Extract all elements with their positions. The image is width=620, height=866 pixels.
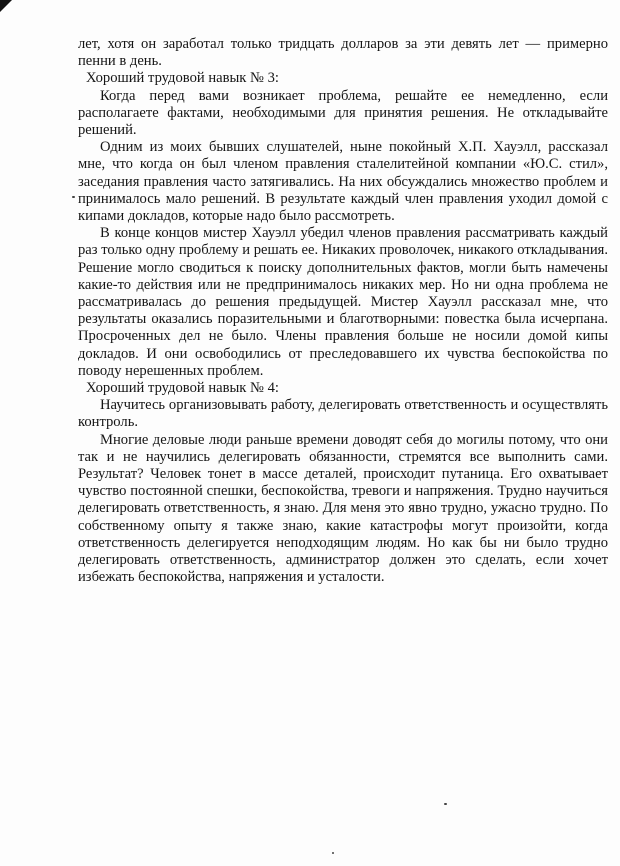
scan-speck (72, 196, 75, 198)
heading-habit-4: Хороший трудовой навык № 4: (86, 380, 279, 397)
heading-habit-3: Хороший трудовой навык № 3: (86, 70, 279, 87)
scan-corner-mark (0, 0, 12, 12)
paragraph-howell-result: В конце концов мистер Хауэлл убедил членов правления рассматривать каждый раз только одну проблему и решать ее. Никаких проволочек, никакого откладывания. Решение могло сводиться к поиску дополнительных фактов, могли быть намечены какие-то действия или не предпринималось никаких мер. Но ни одна проблема не рассматривалась до решения предыдущей. Мистер Хауэлл рассказал мне, что результаты оказались поразительными и благотворными: повестка была исчерпана. Просроченных дел не было. Члены правления больше не носили домой кипы докладов. И они освободились от преследовавшего их чувства беспокойства по поводу нерешенных проблем. (78, 225, 608, 379)
paragraph-howell-story: Одним из моих бывших слушателей, ныне покойный Х.П. Хауэлл, рассказал мне, что когда он был членом правления сталелитейной компании «Ю.С. стил», заседания правления часто затягивались. На них обсуждались множество проблем и принималось мало решений. В результате каждый член правления уходил домой с кипами докладов, которые надо было рассмотреть. (78, 139, 608, 225)
scan-speck (444, 803, 447, 805)
rule-habit-4: Научитесь организовывать работу, делегировать ответственность и осуществлять контроль. (78, 397, 608, 431)
paragraph-delegation: Многие деловые люди раньше времени доводят себя до могилы потому, что они так и не научились делегировать обязанности, стремятся все выполнить сами. Результат? Человек тонет в массе деталей, происходит путаница. Его охватывает чувство постоянной спешки, беспокойства, тревоги и напряжения. Трудно научиться делегировать ответственность, я знаю. Для меня это явно трудно, ужасно трудно. По собственному опыту я также знаю, какие катастрофы могут произойти, когда ответственность делегируется неподходящим людям. Но как бы ни было трудно делегировать ответственность, администратор должен это сделать, если хочет избежать беспокойства, напряжения и усталости. (78, 431, 608, 586)
rule-habit-3: Когда перед вами возникает проблема, решайте ее немедленно, если располагаете фактами, необходимыми для принятия решения. Не откладывайте решений. (78, 87, 608, 139)
document-body (78, 36, 608, 587)
scan-speck (332, 852, 334, 854)
paragraph-continuation: лет, хотя он заработал только тридцать долларов за эти девять лет — примерно пенни в день. (78, 36, 608, 70)
